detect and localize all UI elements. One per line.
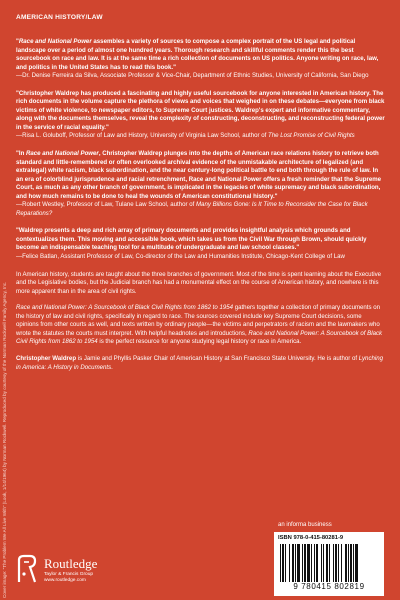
- barcode-icon: [280, 544, 378, 582]
- endorsement-quote: "Race and National Power assembles a variety of sources to compose a complex portrait of the US legal and political landscape over a period of almost one hundred years. Thorough research and skillful comments render this the best sourcebook on race and law. It is at the same time a rich collection of documents on US politics. Anyone writing on race, law, and politics in the United States has to read this book.": [16, 38, 379, 71]
- attribution-text: —Felice Batlan, Assistant Professor of Law, Co-director of the Law and Humanities Institute, Chicago-Kent College of Law: [16, 253, 345, 261]
- endorsement-attribution: [16, 72, 386, 81]
- isbn-barcode-box: [274, 532, 384, 596]
- endorsement-quote: [16, 227, 386, 253]
- description-paragraph: [16, 304, 386, 347]
- publisher-logo: [16, 554, 126, 586]
- quote-text: assembles a variety of sources to compose a complex portrait of the US legal and political landscape over a period of almost one hundred years. Thorough research and skillful comments render this the best sourcebook on race and law. It is at the same time a rich collection of documents on US politics. Anyone writing on race, law, and politics in the United States has to read this book.": [16, 38, 379, 71]
- book-title: Race and National Power: [26, 150, 99, 158]
- isbn-number: ISBN 978-0-415-80281-9: [278, 535, 344, 541]
- endorsement-attribution: [16, 253, 386, 262]
- book-title: Race and National Power: [18, 38, 92, 45]
- quote-text: "Christopher Waldrep has produced a fascinating and highly useful sourcebook for anyone interested in American history. The rich documents in the volume capture the plethora of views and voices that weighed in on these debates—everyone from black victims of white violence, to newspaper editors, to Supreme Court justices. Waldrep's expert and informative commentary, along with the documents themselves, reveal the complexity of constructing, deconstructing, and reconstructing federal power in the service of racial equality.": [16, 89, 385, 131]
- author-book-title: Lynching in America: A History in Documents: [16, 354, 384, 371]
- attribution-text: —Risa L. Goluboff, Professor of Law and History, University of Virginia Law School, author of: [16, 132, 268, 140]
- endorsement-attribution: [16, 201, 386, 218]
- endorsement-quote: [16, 90, 386, 133]
- publisher-url: www.routledge.com: [44, 578, 86, 583]
- cover-image-credit: Cover image: "The Problem We All Live With" (Look, 1/14/1964) by Norman Rockwell. Reproduced by courtesy of the Norman Rockwell Family Agency, Inc.: [2, 281, 7, 598]
- subject-category: AMERICAN HISTORY/LAW: [16, 14, 103, 21]
- author-bio-end: .: [111, 363, 113, 371]
- cover-text: [16, 14, 386, 372]
- author-bio-text: is Jamie and Phyllis Pasker Chair of American History at San Francisco State University. He is author of: [76, 354, 359, 362]
- cover-footer: [0, 522, 400, 600]
- book-title: Race and National Power: A Sourcebook of Black Civil Rights from 1862 to 1954: [16, 304, 234, 312]
- routledge-logo-icon: [16, 554, 38, 584]
- attribution-text: —Dr. Denise Ferreira da Silva, Associate Professor & Vice-Chair, Department of Ethnic Studies, University of California, San Diego: [16, 72, 369, 80]
- quote-prefix: "In: [16, 150, 26, 158]
- cited-book-title: Many Billions Gone: Is It Time to Reconsider the Case for Black Reparations?: [16, 201, 368, 217]
- cited-book-title: The Lost Promise of Civil Rights: [268, 132, 355, 140]
- attribution-text: —Robert Westley, Professor of Law, Tulane Law School, author of: [16, 201, 196, 209]
- quote-text: "Waldrep presents a deep and rich array of primary documents and provides insightful analysis which grounds and contextualizes them. This moving and accessible book, which takes us from the Civil War through Brown, should quickly become an indispensable teaching tool for a multitude of undergraduate and law school classes.": [16, 227, 367, 252]
- informa-tagline: an informa business: [278, 522, 332, 528]
- publisher-name: Routledge: [44, 556, 98, 571]
- endorsement-attribution: [16, 132, 386, 141]
- barcode-digits: 9 780415 802819: [293, 582, 365, 591]
- description-text: is the perfect resource for anyone studying legal history or race in America.: [97, 338, 302, 346]
- quote-text: , Christopher Waldrep plunges into the depths of American race relations history to retrieve both standard and little-remembered or often overlooked archival evidence of the unmistakable architecture of legalized (and extralegal) white racism, black subordination, and the near century-long political battle to end both through the rule of law. In an era of colorblind jurisprudence and racial retrenchment, Race and National Power offers a fresh reminder that the Supreme Court, as much as any other branch of government, is implicated in the legacies of white supremacy and black subordination, and how much remains to be done to heal the wounds of American constitutional history.": [16, 150, 382, 200]
- publisher-group: Taylor & Francis Group: [44, 572, 94, 577]
- description-text: gathers together a collection of primary documents on the history of law and civil rights, specifically in regard to race. The sources covered include key Supreme Court decisions, some opinions from other courts as well, and texts written by ordinary people—the victims and perpetrators of racism and the lawmakers who wrote the statutes the courts must interpret. With helpful headnotes and introductions,: [16, 304, 381, 337]
- author-bio: [16, 355, 386, 372]
- description-paragraph: In American history, students are taught about the three branches of government. Most of the time is spent learning about the Executive and the Legislative bodies, but the Judicial branch has had a monumental effect on the course of American history, and nowhere is this more apparent than in the area of civil rights.: [16, 270, 382, 295]
- book-title: Race and National Power: A Sourcebook of Black Civil Rights from 1862 to 1954: [16, 329, 383, 346]
- endorsement-quote: [16, 150, 386, 201]
- author-name: Christopher Waldrep: [16, 354, 77, 362]
